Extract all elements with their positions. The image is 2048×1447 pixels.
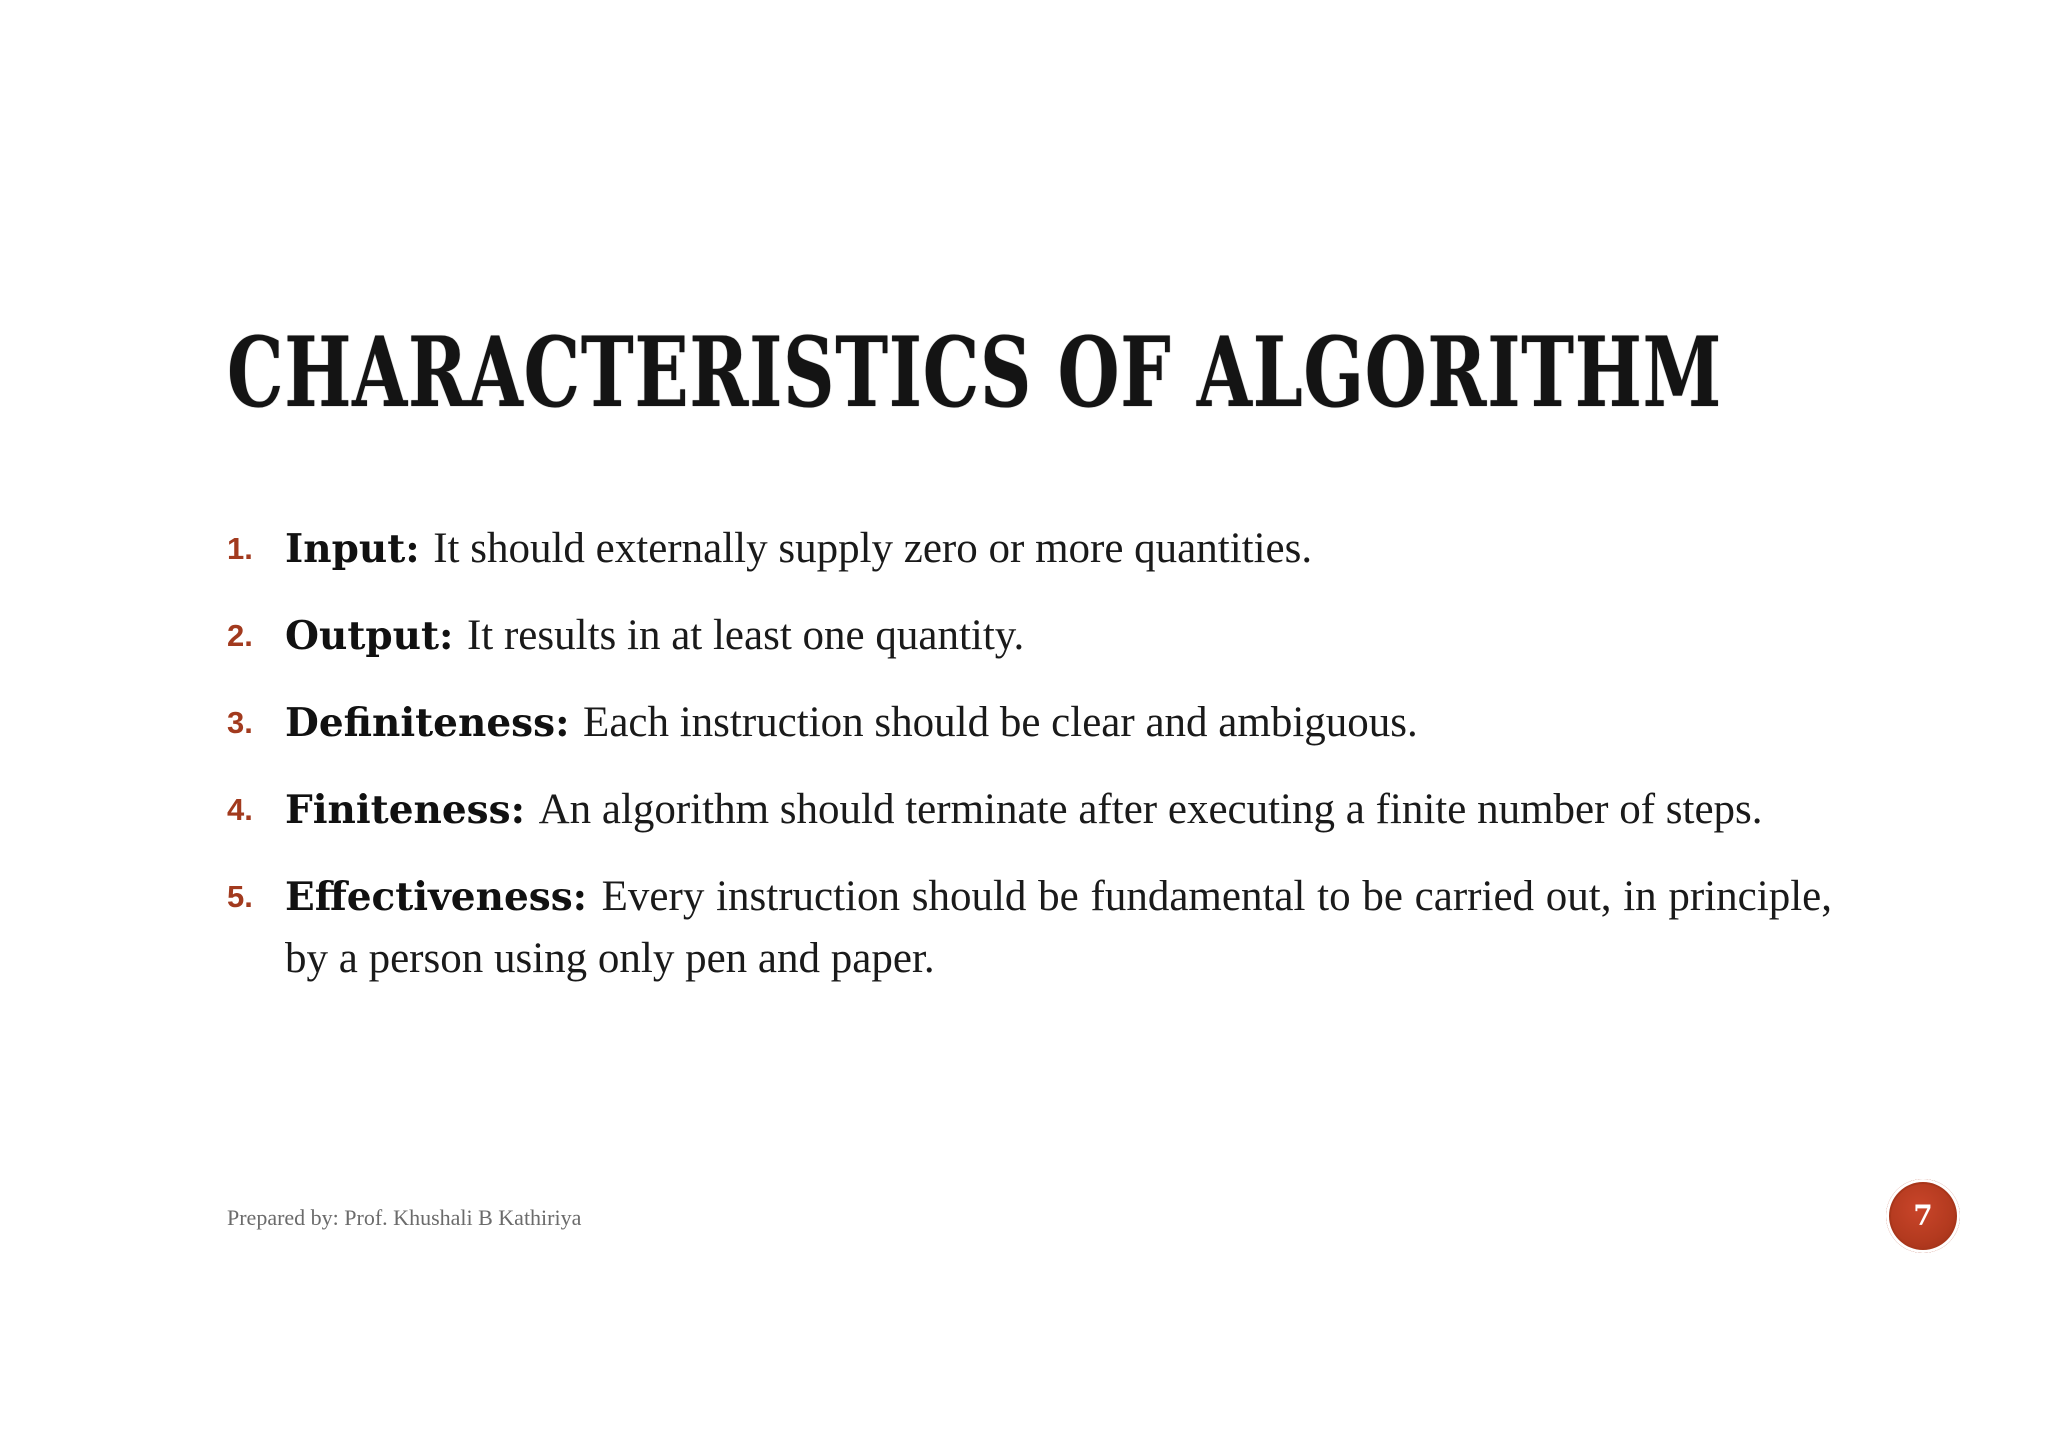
list-item — [227, 866, 1832, 990]
list-item — [227, 692, 1832, 754]
item-term: Finiteness: — [285, 787, 539, 833]
page-number: 7 — [1913, 1199, 1933, 1232]
item-term: Output: — [285, 613, 467, 659]
footer-credit: Prepared by: Prof. Khushali B Kathiriya — [227, 1205, 582, 1230]
item-number: 3. — [227, 705, 253, 740]
item-term: Definiteness: — [285, 700, 584, 746]
item-description: Every instruction should be fundamental to be carried out, in principle, by a person using only pen and paper. — [285, 873, 1832, 982]
item-term: Input: — [285, 526, 434, 572]
item-number: 5. — [227, 879, 253, 914]
list-item — [227, 779, 1832, 841]
item-number: 4. — [227, 792, 253, 827]
item-number: 1. — [227, 531, 253, 566]
item-description: An algorithm should terminate after executing a finite number of steps. — [538, 786, 1763, 833]
item-description: It should externally supply zero or more quantities. — [433, 525, 1313, 572]
list-item — [227, 605, 1832, 667]
item-description: It results in at least one quantity. — [466, 612, 1025, 659]
item-description: Each instruction should be clear and ambiguous. — [583, 699, 1418, 746]
page-number-badge — [1886, 1179, 1960, 1253]
item-term: Effectiveness: — [285, 874, 602, 920]
item-number: 2. — [227, 618, 253, 653]
characteristics-list — [227, 518, 1832, 1015]
slide-title: CHARACTERISTICS OF ALGORITHM — [227, 316, 1723, 429]
list-item — [227, 518, 1832, 580]
